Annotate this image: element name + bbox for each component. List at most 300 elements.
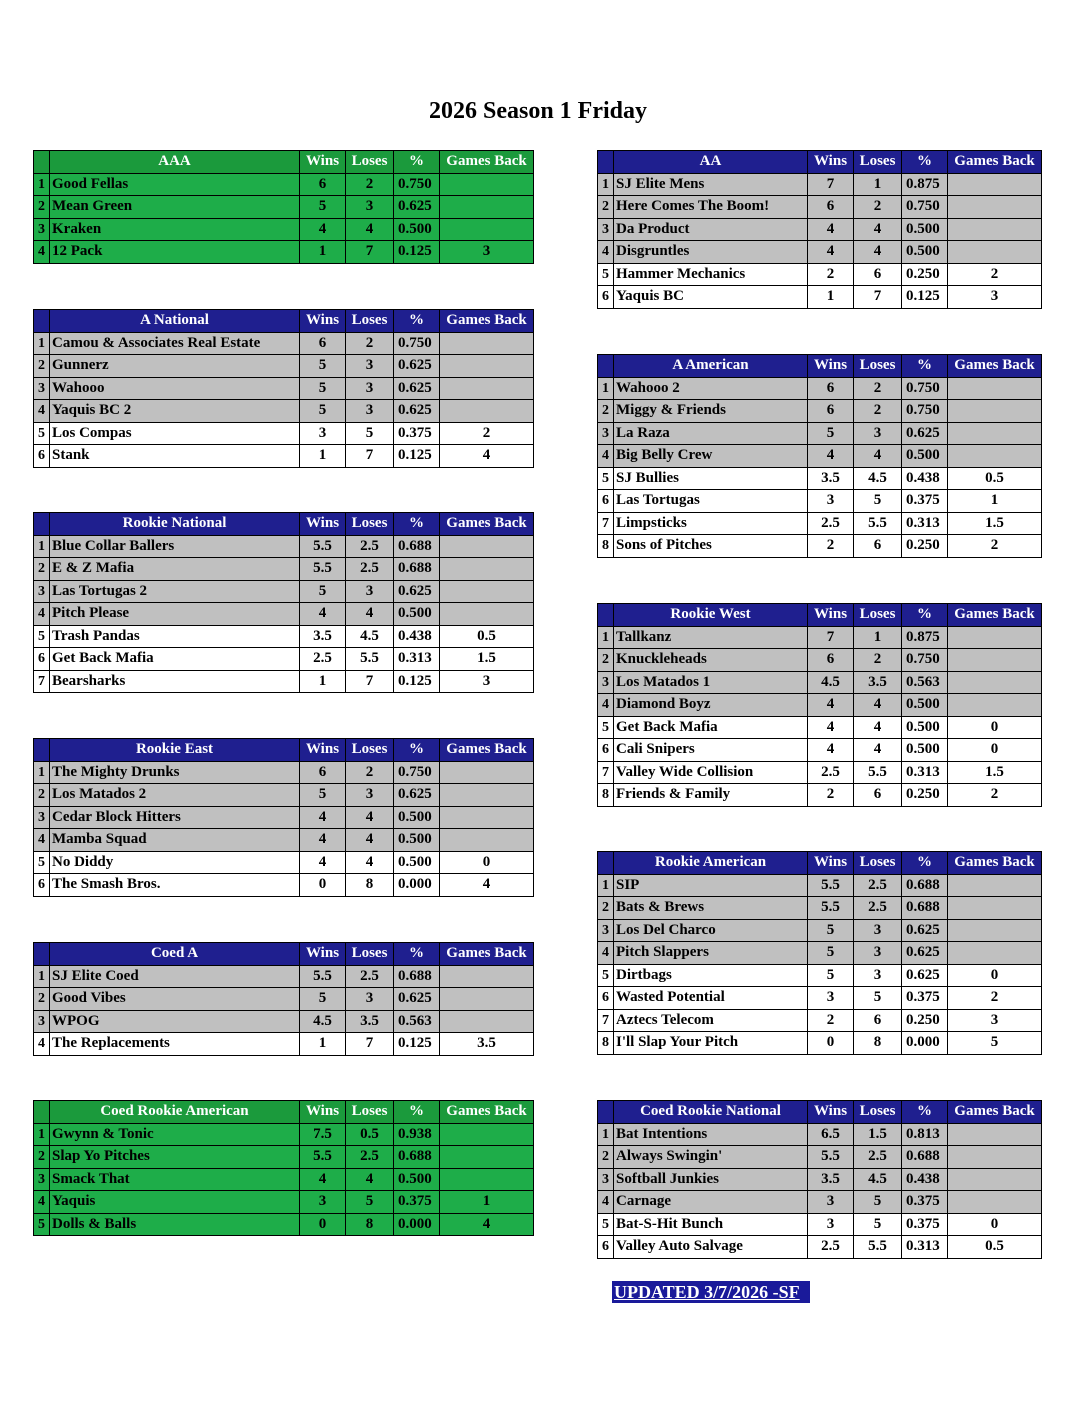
team-name: Dolls & Balls xyxy=(50,1213,300,1236)
rank: 4 xyxy=(598,241,614,264)
team-name: Bat Intentions xyxy=(614,1123,808,1146)
win-pct: 0.625 xyxy=(394,377,440,400)
header-row xyxy=(34,943,534,966)
loses: 3 xyxy=(854,942,902,965)
games-back: 4 xyxy=(440,445,534,468)
rank: 5 xyxy=(598,716,614,739)
loses: 1 xyxy=(854,173,902,196)
team-name: Good Fellas xyxy=(50,173,300,196)
wins: 5 xyxy=(300,377,346,400)
win-pct: 0.688 xyxy=(902,897,948,920)
wins: 4 xyxy=(300,218,346,241)
rank: 3 xyxy=(34,1168,50,1191)
loses: 7 xyxy=(854,286,902,309)
rank: 2 xyxy=(34,784,50,807)
rank: 1 xyxy=(34,965,50,988)
rank: 6 xyxy=(598,286,614,309)
division-name: A American xyxy=(614,355,808,378)
loses: 2.5 xyxy=(854,874,902,897)
table-row xyxy=(34,241,534,264)
games-back xyxy=(440,196,534,219)
loses: 8 xyxy=(346,874,394,897)
win-pct: 0.375 xyxy=(394,422,440,445)
team-name: Diamond Boyz xyxy=(614,694,808,717)
rank: 2 xyxy=(34,355,50,378)
loses: 2.5 xyxy=(346,558,394,581)
rank: 7 xyxy=(598,761,614,784)
games-back xyxy=(440,988,534,1011)
table-row xyxy=(598,761,1042,784)
loses: 3 xyxy=(346,784,394,807)
header-row xyxy=(598,151,1042,174)
games-back xyxy=(440,1123,534,1146)
games-back: 2 xyxy=(948,263,1042,286)
loses: 2 xyxy=(346,173,394,196)
rank: 4 xyxy=(598,942,614,965)
table-row xyxy=(598,1009,1042,1032)
table-row xyxy=(34,761,534,784)
win-pct: 0.625 xyxy=(902,964,948,987)
games-back xyxy=(440,829,534,852)
win-pct: 0.625 xyxy=(394,355,440,378)
table-row xyxy=(598,1146,1042,1169)
team-name: Pitch Slappers xyxy=(614,942,808,965)
win-pct: 0.875 xyxy=(902,626,948,649)
division-name: AAA xyxy=(50,151,300,174)
header-row xyxy=(34,310,534,333)
rank: 5 xyxy=(34,851,50,874)
team-name: Cedar Block Hitters xyxy=(50,806,300,829)
loses: 3.5 xyxy=(854,671,902,694)
header-row xyxy=(598,604,1042,627)
loses: 3 xyxy=(346,400,394,423)
standings-table-a-national xyxy=(33,309,534,468)
team-name: Los Matados 2 xyxy=(50,784,300,807)
loses: 2.5 xyxy=(854,1146,902,1169)
wins-header: Wins xyxy=(300,310,346,333)
games-back: 2 xyxy=(948,784,1042,807)
wins: 3 xyxy=(300,1191,346,1214)
pct-header: % xyxy=(902,604,948,627)
wins-header: Wins xyxy=(300,513,346,536)
team-name: Always Swingin' xyxy=(614,1146,808,1169)
rank-header xyxy=(598,355,614,378)
team-name: La Raza xyxy=(614,422,808,445)
games-back-header: Games Back xyxy=(440,151,534,174)
win-pct: 0.750 xyxy=(394,173,440,196)
header-row xyxy=(34,151,534,174)
loses: 2 xyxy=(346,761,394,784)
team-name: No Diddy xyxy=(50,851,300,874)
win-pct: 0.750 xyxy=(902,196,948,219)
loses: 7 xyxy=(346,670,394,693)
loses: 3 xyxy=(346,377,394,400)
division-name: Rookie National xyxy=(50,513,300,536)
rank: 2 xyxy=(598,1146,614,1169)
wins: 4 xyxy=(808,218,854,241)
games-back-header: Games Back xyxy=(440,739,534,762)
team-name: Softball Junkies xyxy=(614,1168,808,1191)
rank: 2 xyxy=(598,196,614,219)
rank: 4 xyxy=(34,1033,50,1056)
win-pct: 0.313 xyxy=(394,648,440,671)
team-name: Bats & Brews xyxy=(614,897,808,920)
win-pct: 0.625 xyxy=(394,580,440,603)
rank: 6 xyxy=(34,874,50,897)
games-back: 1.5 xyxy=(948,761,1042,784)
division-name: AA xyxy=(614,151,808,174)
loses: 7 xyxy=(346,445,394,468)
standings-table-coed-rookie-national xyxy=(597,1100,1042,1259)
division-name: Rookie American xyxy=(614,852,808,875)
games-back xyxy=(440,784,534,807)
table-row xyxy=(34,1146,534,1169)
table-row xyxy=(598,535,1042,558)
win-pct: 0.500 xyxy=(902,716,948,739)
games-back xyxy=(440,558,534,581)
header-row xyxy=(598,852,1042,875)
win-pct: 0.500 xyxy=(394,218,440,241)
games-back xyxy=(948,1146,1042,1169)
rank: 7 xyxy=(598,1009,614,1032)
rank: 5 xyxy=(598,467,614,490)
win-pct: 0.625 xyxy=(902,942,948,965)
team-name: Blue Collar Ballers xyxy=(50,535,300,558)
rank: 1 xyxy=(598,1123,614,1146)
games-back xyxy=(440,1146,534,1169)
games-back: 1.5 xyxy=(440,648,534,671)
games-back xyxy=(440,761,534,784)
table-row xyxy=(598,694,1042,717)
team-name: Aztecs Telecom xyxy=(614,1009,808,1032)
loses: 2.5 xyxy=(346,965,394,988)
wins: 5.5 xyxy=(808,874,854,897)
table-row xyxy=(598,1168,1042,1191)
team-name: Wasted Potential xyxy=(614,987,808,1010)
table-row xyxy=(34,1123,534,1146)
wins: 0 xyxy=(300,874,346,897)
games-back xyxy=(440,806,534,829)
wins-header: Wins xyxy=(808,852,854,875)
standings-table-rookie-west xyxy=(597,603,1042,807)
team-name: Cali Snipers xyxy=(614,739,808,762)
win-pct: 0.500 xyxy=(394,603,440,626)
loses: 2.5 xyxy=(346,535,394,558)
team-name: Gunnerz xyxy=(50,355,300,378)
team-name: Miggy & Friends xyxy=(614,400,808,423)
win-pct: 0.438 xyxy=(902,467,948,490)
team-name: Gwynn & Tonic xyxy=(50,1123,300,1146)
loses: 4.5 xyxy=(854,467,902,490)
games-back: 0.5 xyxy=(440,625,534,648)
win-pct: 0.563 xyxy=(902,671,948,694)
games-back: 1 xyxy=(948,490,1042,513)
header-row xyxy=(34,739,534,762)
loses-header: Loses xyxy=(346,1101,394,1124)
games-back xyxy=(948,649,1042,672)
wins: 5 xyxy=(300,988,346,1011)
win-pct: 0.000 xyxy=(902,1032,948,1055)
games-back: 0 xyxy=(948,1213,1042,1236)
rank: 5 xyxy=(598,1213,614,1236)
team-name: Wahooo xyxy=(50,377,300,400)
rank: 3 xyxy=(34,580,50,603)
win-pct: 0.625 xyxy=(394,400,440,423)
games-back: 0 xyxy=(948,739,1042,762)
table-row xyxy=(34,784,534,807)
team-name: Slap Yo Pitches xyxy=(50,1146,300,1169)
rank: 4 xyxy=(34,400,50,423)
wins: 5 xyxy=(808,422,854,445)
wins: 6 xyxy=(808,377,854,400)
rank: 2 xyxy=(598,649,614,672)
games-back xyxy=(440,377,534,400)
games-back xyxy=(948,919,1042,942)
wins: 5.5 xyxy=(300,535,346,558)
loses-header: Loses xyxy=(854,355,902,378)
table-row xyxy=(598,942,1042,965)
loses: 3 xyxy=(854,964,902,987)
table-row xyxy=(598,671,1042,694)
games-back: 4 xyxy=(440,874,534,897)
loses: 1 xyxy=(854,626,902,649)
pct-header: % xyxy=(394,151,440,174)
win-pct: 0.250 xyxy=(902,535,948,558)
team-name: WPOG xyxy=(50,1010,300,1033)
table-row xyxy=(598,377,1042,400)
games-back-header: Games Back xyxy=(948,852,1042,875)
rank: 5 xyxy=(598,263,614,286)
wins: 6 xyxy=(808,400,854,423)
win-pct: 0.563 xyxy=(394,1010,440,1033)
loses: 4 xyxy=(346,851,394,874)
wins: 1 xyxy=(300,241,346,264)
loses: 4 xyxy=(854,445,902,468)
rank: 6 xyxy=(598,1236,614,1259)
win-pct: 0.750 xyxy=(902,649,948,672)
wins: 5 xyxy=(300,580,346,603)
games-back-header: Games Back xyxy=(440,513,534,536)
team-name: Bearsharks xyxy=(50,670,300,693)
wins: 3.5 xyxy=(808,467,854,490)
wins-header: Wins xyxy=(300,943,346,966)
wins: 3.5 xyxy=(300,625,346,648)
loses: 4.5 xyxy=(346,625,394,648)
rank-header xyxy=(34,310,50,333)
rank-header xyxy=(34,739,50,762)
win-pct: 0.500 xyxy=(902,445,948,468)
division-name: Coed Rookie American xyxy=(50,1101,300,1124)
header-row xyxy=(34,513,534,536)
team-name: Limpsticks xyxy=(614,512,808,535)
rank: 1 xyxy=(598,173,614,196)
table-row xyxy=(34,1191,534,1214)
table-row xyxy=(34,603,534,626)
table-row xyxy=(598,467,1042,490)
win-pct: 0.375 xyxy=(902,1213,948,1236)
standings-table-coed-rookie-american xyxy=(33,1100,534,1236)
win-pct: 0.625 xyxy=(902,422,948,445)
rank: 5 xyxy=(34,422,50,445)
wins-header: Wins xyxy=(300,739,346,762)
win-pct: 0.688 xyxy=(394,1146,440,1169)
win-pct: 0.500 xyxy=(394,829,440,852)
team-name: Yaquis BC xyxy=(614,286,808,309)
wins: 1 xyxy=(808,286,854,309)
rank: 4 xyxy=(598,1191,614,1214)
header-row xyxy=(34,1101,534,1124)
loses: 4.5 xyxy=(854,1168,902,1191)
loses: 6 xyxy=(854,784,902,807)
team-name: Las Tortugas xyxy=(614,490,808,513)
loses: 4 xyxy=(346,218,394,241)
rank: 3 xyxy=(598,422,614,445)
loses: 5 xyxy=(346,422,394,445)
table-row xyxy=(34,173,534,196)
rank-header xyxy=(34,943,50,966)
loses: 5.5 xyxy=(854,512,902,535)
loses-header: Loses xyxy=(346,739,394,762)
games-back: 3 xyxy=(948,1009,1042,1032)
table-row xyxy=(34,355,534,378)
wins-header: Wins xyxy=(808,604,854,627)
wins: 5 xyxy=(808,964,854,987)
loses: 4 xyxy=(346,1168,394,1191)
wins: 3 xyxy=(808,1213,854,1236)
team-name: Pitch Please xyxy=(50,603,300,626)
wins: 4 xyxy=(300,1168,346,1191)
loses: 5.5 xyxy=(346,648,394,671)
win-pct: 0.625 xyxy=(394,784,440,807)
loses: 2.5 xyxy=(346,1146,394,1169)
pct-header: % xyxy=(902,151,948,174)
team-name: Wahooo 2 xyxy=(614,377,808,400)
rank: 8 xyxy=(598,784,614,807)
team-name: Tallkanz xyxy=(614,626,808,649)
wins: 4 xyxy=(808,241,854,264)
team-name: The Mighty Drunks xyxy=(50,761,300,784)
team-name: Hammer Mechanics xyxy=(614,263,808,286)
rank: 1 xyxy=(598,874,614,897)
win-pct: 0.250 xyxy=(902,1009,948,1032)
team-name: The Replacements xyxy=(50,1033,300,1056)
win-pct: 0.688 xyxy=(902,1146,948,1169)
pct-header: % xyxy=(394,1101,440,1124)
rank: 2 xyxy=(34,988,50,1011)
games-back xyxy=(440,580,534,603)
rank: 6 xyxy=(34,648,50,671)
rank: 5 xyxy=(34,625,50,648)
games-back-header: Games Back xyxy=(948,1101,1042,1124)
team-name: Bat-S-Hit Bunch xyxy=(614,1213,808,1236)
games-back-header: Games Back xyxy=(948,151,1042,174)
table-row xyxy=(598,649,1042,672)
table-row xyxy=(34,965,534,988)
team-name: Las Tortugas 2 xyxy=(50,580,300,603)
loses: 5 xyxy=(854,490,902,513)
team-name: Valley Wide Collision xyxy=(614,761,808,784)
win-pct: 0.500 xyxy=(902,739,948,762)
table-row xyxy=(34,196,534,219)
win-pct: 0.125 xyxy=(394,1033,440,1056)
wins: 7 xyxy=(808,173,854,196)
win-pct: 0.125 xyxy=(902,286,948,309)
division-name: Rookie West xyxy=(614,604,808,627)
games-back xyxy=(948,897,1042,920)
win-pct: 0.250 xyxy=(902,263,948,286)
games-back: 3 xyxy=(440,241,534,264)
loses-header: Loses xyxy=(346,513,394,536)
loses: 4 xyxy=(854,739,902,762)
wins: 4 xyxy=(808,716,854,739)
table-row xyxy=(34,648,534,671)
rank: 3 xyxy=(598,1168,614,1191)
team-name: Da Product xyxy=(614,218,808,241)
table-row xyxy=(34,445,534,468)
table-row xyxy=(598,1123,1042,1146)
rank-header xyxy=(598,852,614,875)
win-pct: 0.688 xyxy=(902,874,948,897)
rank: 1 xyxy=(598,377,614,400)
table-row xyxy=(598,874,1042,897)
loses: 8 xyxy=(854,1032,902,1055)
loses: 5 xyxy=(854,987,902,1010)
division-name: Coed A xyxy=(50,943,300,966)
loses: 2 xyxy=(854,196,902,219)
team-name: Yaquis BC 2 xyxy=(50,400,300,423)
wins: 5.5 xyxy=(300,1146,346,1169)
rank: 3 xyxy=(34,377,50,400)
table-row xyxy=(34,535,534,558)
loses: 6 xyxy=(854,1009,902,1032)
games-back: 2 xyxy=(948,535,1042,558)
games-back: 3 xyxy=(440,670,534,693)
table-row xyxy=(34,1168,534,1191)
table-row xyxy=(598,241,1042,264)
loses: 7 xyxy=(346,241,394,264)
table-row xyxy=(34,218,534,241)
team-name: Get Back Mafia xyxy=(614,716,808,739)
rank: 5 xyxy=(598,964,614,987)
loses: 4 xyxy=(854,716,902,739)
wins: 3 xyxy=(808,490,854,513)
win-pct: 0.375 xyxy=(394,1191,440,1214)
rank-header xyxy=(598,1101,614,1124)
team-name: Carnage xyxy=(614,1191,808,1214)
games-back xyxy=(948,1168,1042,1191)
win-pct: 0.750 xyxy=(394,332,440,355)
win-pct: 0.500 xyxy=(394,1168,440,1191)
games-back xyxy=(948,218,1042,241)
wins: 5.5 xyxy=(808,1146,854,1169)
wins: 5.5 xyxy=(300,965,346,988)
rank: 1 xyxy=(34,1123,50,1146)
team-name: E & Z Mafia xyxy=(50,558,300,581)
wins: 2.5 xyxy=(808,761,854,784)
table-row xyxy=(598,196,1042,219)
games-back-header: Games Back xyxy=(440,943,534,966)
win-pct: 0.250 xyxy=(902,784,948,807)
pct-header: % xyxy=(394,310,440,333)
games-back xyxy=(948,422,1042,445)
rank: 2 xyxy=(34,196,50,219)
rank: 1 xyxy=(34,173,50,196)
wins: 5 xyxy=(300,196,346,219)
pct-header: % xyxy=(394,513,440,536)
win-pct: 0.625 xyxy=(902,919,948,942)
rank: 4 xyxy=(34,1191,50,1214)
table-row xyxy=(34,377,534,400)
